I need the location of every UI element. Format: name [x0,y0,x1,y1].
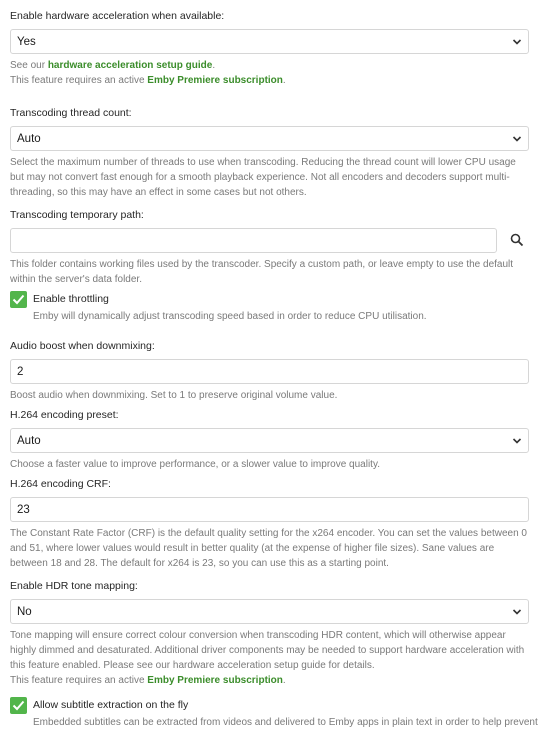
hw-accel-label: Enable hardware acceleration when available: [10,10,225,22]
chevron-down-icon [512,436,522,446]
browse-path-button[interactable] [505,228,529,253]
chevron-down-icon [512,134,522,144]
hw-accel-value: Yes [17,35,36,48]
audio-boost-field [10,340,529,403]
subtitle-extract-label: Allow subtitle extraction on the fly [33,699,189,711]
temp-path-input[interactable] [10,228,497,253]
checkmark-icon [12,700,25,711]
hw-accel-description [10,58,529,88]
h264-preset-description: Choose a faster value to improve performance, or a slower value to improve quality. [10,459,380,470]
checkmark-icon [12,294,25,305]
h264-crf-description: The Constant Rate Factor (CRF) is the default quality setting for the x264 encoder. You can set the values between 0 and 51, where lower values would result in better quality (at the expense of higher file sizes). Sane values are between 18 and 28. The default for x264 is 23, so you can use this as a starting point. [10,528,527,569]
h264-crf-field [10,478,529,571]
hdr-tone-premiere-suffix: . [282,675,286,686]
audio-boost-label: Audio boost when downmixing: [10,340,155,352]
hw-accel-field [10,10,529,88]
h264-preset-select[interactable] [10,428,529,453]
hdr-tone-premiere-prefix: This feature requires an active [10,675,148,686]
hw-accel-premiere-prefix: This feature requires an active [10,75,148,86]
throttling-label: Enable throttling [33,293,109,305]
h264-crf-input[interactable] [10,497,529,522]
hdr-tone-description [10,628,529,688]
h264-crf-label: H.264 encoding CRF: [10,478,111,490]
hw-accel-select[interactable] [10,29,529,54]
hw-accel-desc-prefix: See our [10,60,48,71]
hdr-tone-premiere-link[interactable]: Emby Premiere subscription [147,675,283,686]
throttling-row [10,291,529,327]
h264-preset-field [10,409,529,472]
subtitle-extract-checkbox[interactable] [10,697,27,714]
throttling-description: Emby will dynamically adjust transcoding speed based in order to reduce CPU utilisation. [33,311,427,322]
chevron-down-icon [512,607,522,617]
chevron-down-icon [512,37,522,47]
temp-path-description: This folder contains working files used by the transcoder. Specify a custom path, or leave empty to use the default within the server's data folder. [10,259,514,285]
hdr-tone-label: Enable HDR tone mapping: [10,580,138,592]
thread-count-description: Select the maximum number of threads to use when transcoding. Reducing the thread count will lower CPU usage but may not convert fast enough for a smooth playback experience. Not all encoders and decoders support multi-threading, so this may have an effect in some cases but not others. [10,157,516,198]
hdr-tone-desc-text: Tone mapping will ensure correct colour conversion when transcoding HDR content, which will otherwise appear highly dimmed and desaturated. Additional driver components may be needed to support hardware acceleration with this feature enabled. Please see our hardware acceleration setup guide for details. [10,630,525,671]
hw-accel-premiere-suffix: . [282,75,286,86]
audio-boost-input[interactable] [10,359,529,384]
h264-preset-label: H.264 encoding preset: [10,409,119,421]
hdr-tone-field [10,580,529,688]
audio-boost-description: Boost audio when downmixing. Set to 1 to preserve original volume value. [10,390,338,401]
temp-path-field [10,209,529,287]
thread-count-value: Auto [17,132,41,145]
hw-accel-guide-link[interactable]: hardware acceleration setup guide [47,60,213,71]
temp-path-label: Transcoding temporary path: [10,209,144,221]
audio-boost-value: 2 [17,365,24,378]
thread-count-select[interactable] [10,126,529,151]
h264-crf-value: 23 [17,503,30,516]
subtitle-extract-row [10,697,538,730]
h264-preset-value: Auto [17,434,41,447]
hw-accel-premiere-link[interactable]: Emby Premiere subscription [147,75,283,86]
throttling-checkbox[interactable] [10,291,27,308]
subtitle-extract-description: Embedded subtitles can be extracted from videos and delivered to Emby apps in plain text in order to help prevent [33,717,538,728]
hdr-tone-value: No [17,605,32,618]
thread-count-label: Transcoding thread count: [10,107,132,119]
hw-accel-desc-suffix: . [212,60,216,71]
hdr-tone-select[interactable] [10,599,529,624]
search-icon [510,233,524,247]
temp-path-row [10,228,529,253]
thread-count-field [10,107,529,200]
